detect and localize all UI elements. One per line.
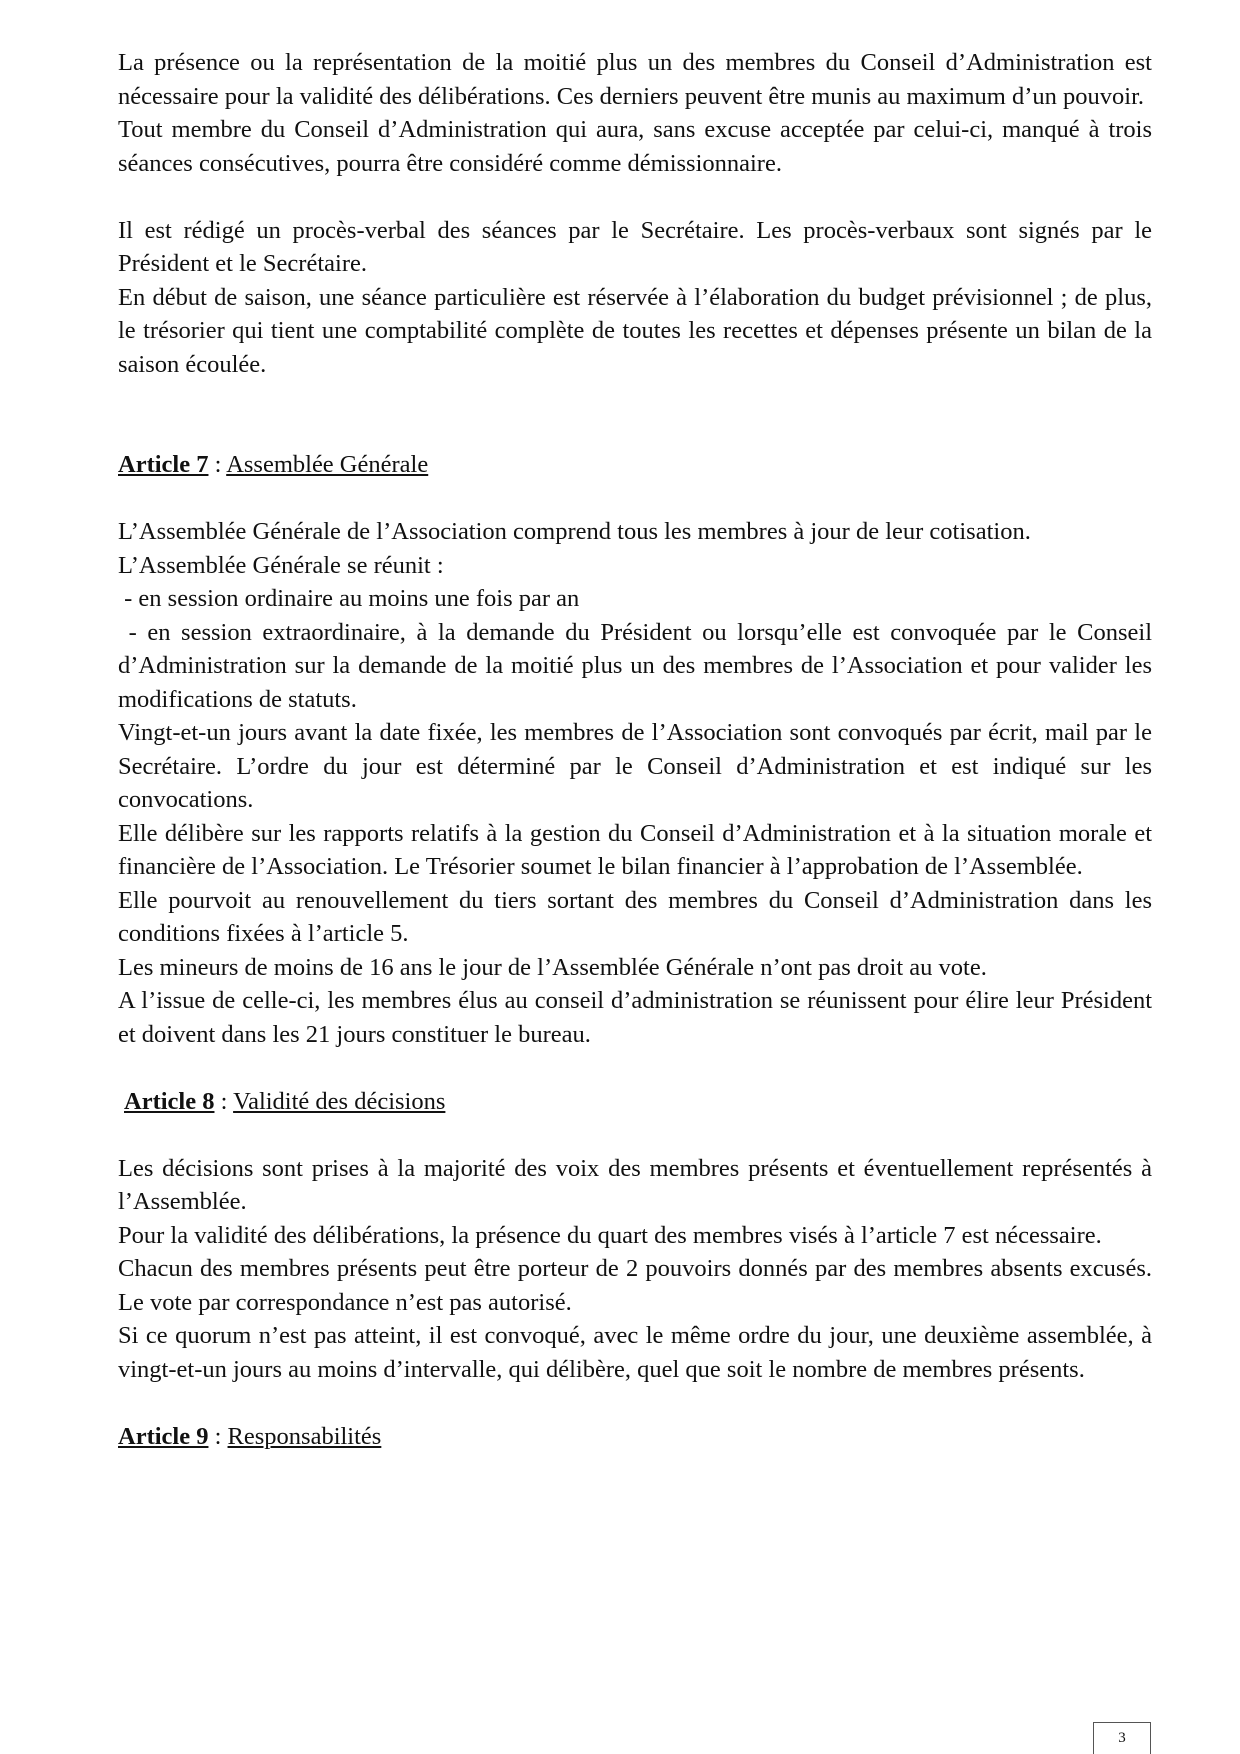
paragraph-quorum-conseil: La présence ou la représentation de la moitié plus un des membres du Conseil d’Administration est nécessaire pour la validité des délibérations. Ces derniers peuvent être munis au maximum d’un pouvoir.: [118, 49, 1152, 110]
article-8-paragraph: Si ce quorum n’est pas atteint, il est convoqué, avec le même ordre du jour, une deuxième assemblée, à vingt-et-un jours au moins d’intervalle, qui délibère, quel que soit le nombre de membres présents.: [118, 1322, 1152, 1383]
paragraph-budget: En début de saison, une séance particulière est réservée à l’élaboration du budget prévisionnel ; de plus, le trésorier qui tient une comptabilité complète de toutes les recettes et dépenses présente un bilan de la saison écoulée.: [118, 283, 1152, 378]
article-7-paragraph: L’Assemblée Générale se réunit :: [118, 551, 444, 579]
page-number: 3: [1093, 1722, 1151, 1754]
article-7-paragraph: Vingt-et-un jours avant la date fixée, les membres de l’Association sont convoqués par écrit, mail par le Secrétaire. L’ordre du jour est déterminé par le Conseil d’Administration et est indiqué sur les convocations.: [118, 719, 1152, 813]
article-7-paragraph: A l’issue de celle-ci, les membres élus au conseil d’administration se réunissent pour élire leur Président et doivent dans les 21 jours constituer le bureau.: [118, 987, 1152, 1048]
article-7-list-item: - en session extraordinaire, à la demande du Président ou lorsqu’elle est convoquée par le Conseil d’Administration sur la demande de la moitié plus un des membres de l’Association et pour valider les modifications de statuts.: [118, 618, 1159, 713]
article-8-heading: [118, 1085, 1152, 1119]
article-8-separator: :: [214, 1087, 234, 1115]
spacer: [118, 180, 1152, 214]
article-8-paragraph: Pour la validité des délibérations, la présence du quart des membres visés à l’article 7 est nécessaire.: [118, 1221, 1102, 1249]
article-7-title: Assemblée Générale: [226, 451, 429, 478]
article-7-heading: [118, 448, 1152, 482]
article-9-title: Responsabilités: [227, 1422, 382, 1450]
article-7-paragraph: Les mineurs de moins de 16 ans le jour de l’Assemblée Générale n’ont pas droit au vote.: [118, 953, 987, 981]
paragraph-proces-verbal: Il est rédigé un procès-verbal des séances par le Secrétaire. Les procès-verbaux sont signés par le Président et le Secrétaire.: [118, 216, 1152, 277]
article-7-paragraph: Elle délibère sur les rapports relatifs à la gestion du Conseil d’Administration et à la situation morale et financière de l’Association. Le Trésorier soumet le bilan financier à l’approbation de l’Assemblée.: [118, 819, 1152, 880]
article-7-paragraph: Elle pourvoit au renouvellement du tiers sortant des membres du Conseil d’Administration dans les conditions fixées à l’article 5.: [118, 886, 1152, 947]
article-7-separator: :: [208, 451, 227, 478]
page-content: [118, 46, 1159, 1453]
article-8-title: Validité des décisions: [233, 1087, 446, 1115]
article-9-heading: [118, 1420, 1152, 1454]
spacer: [118, 1051, 1152, 1085]
article-7-list-item: - en session ordinaire au moins une fois par an: [118, 585, 580, 612]
article-8-paragraph: Les décisions sont prises à la majorité des voix des membres présents et éventuellement représentés à l’Assemblée.: [118, 1154, 1152, 1215]
article-8-paragraph: Chacun des membres présents peut être porteur de 2 pouvoirs donnés par des membres absents excusés. Le vote par correspondance n’est pas autorisé.: [118, 1255, 1152, 1316]
article-7-paragraph: L’Assemblée Générale de l’Association comprend tous les membres à jour de leur cotisation.: [118, 518, 1031, 545]
article-7-number: Article 7: [118, 451, 209, 478]
spacer: [118, 381, 1152, 448]
article-8-number: Article 8: [124, 1087, 215, 1115]
spacer: [118, 1118, 1152, 1152]
article-9-number: Article 9: [118, 1422, 209, 1450]
article-9-separator: :: [208, 1422, 228, 1450]
paragraph-absences: Tout membre du Conseil d’Administration qui aura, sans excuse acceptée par celui-ci, manqué à trois séances consécutives, pourra être considéré comme démissionnaire.: [118, 116, 1152, 177]
spacer: [118, 482, 1152, 516]
spacer: [118, 1386, 1152, 1420]
